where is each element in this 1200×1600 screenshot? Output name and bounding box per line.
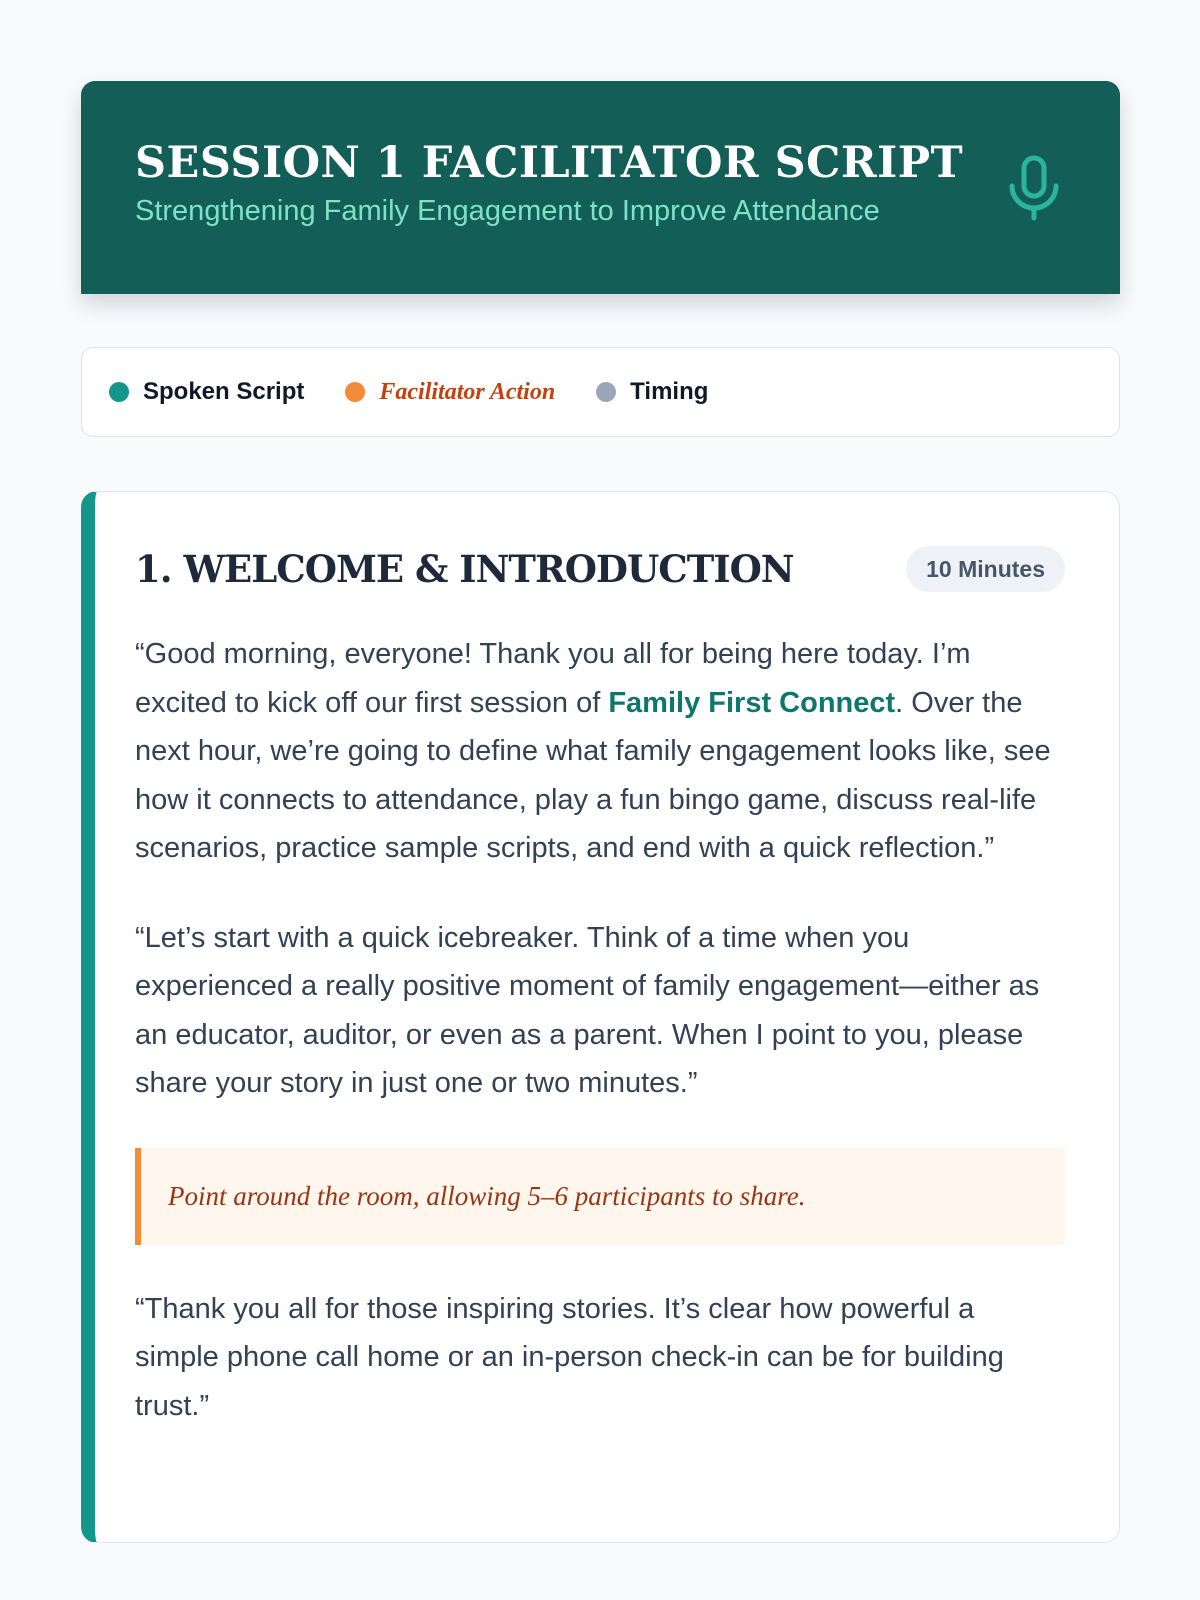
script-text: “Good morning, everyone! Thank you all for being here today. I’m excited to kick off our first session of: [135, 638, 971, 719]
legend-dot: [109, 382, 129, 402]
section-title: 1. WELCOME & INTRODUCTION: [135, 547, 794, 591]
legend-item-timing: [596, 378, 708, 406]
spoken-script-paragraph: “Let’s start with a quick icebreaker. Think of a time when you experienced a really positive moment of family engagement—either as an educator, auditor, or even as a parent. When I point to you, please share your story in just one or two minutes.”: [135, 921, 1040, 1099]
section-card: [81, 491, 1120, 1543]
timing-badge: 10 Minutes: [906, 546, 1065, 592]
section-header: [135, 544, 1065, 594]
spoken-script-paragraph: “Thank you all for those inspiring stories. It’s clear how powerful a simple phone call home or an in-person check-in can be for building trust.”: [135, 1292, 1004, 1422]
legend-item-spoken-script: [109, 378, 304, 406]
header-banner: [81, 81, 1120, 294]
script-text: . Over the next hour, we’re going to define what family engagement looks like, see how it connects to attendance, play a fun bingo game, discuss real-life scenarios, practice sample scripts, and end with a quick reflection.”: [135, 686, 1051, 864]
page-subtitle: Strengthening Family Engagement to Improve Attendance: [135, 195, 880, 227]
legend: [81, 347, 1120, 437]
legend-label: Spoken Script: [143, 378, 305, 405]
legend-item-facilitator-action: [345, 379, 555, 406]
legend-dot: [596, 382, 616, 402]
spoken-script-paragraph: [135, 630, 1065, 873]
facilitator-action-text: Point around the room, allowing 5–6 participants to share.: [168, 1180, 806, 1211]
program-name: Family First Connect: [608, 686, 896, 719]
legend-label: Timing: [630, 378, 709, 405]
page-title: SESSION 1 FACILITATOR SCRIPT: [135, 138, 964, 188]
facilitator-action-note: [135, 1148, 1065, 1245]
legend-label: Facilitator Action: [379, 378, 556, 405]
legend-dot: [345, 382, 365, 402]
microphone-icon: [1008, 155, 1060, 221]
